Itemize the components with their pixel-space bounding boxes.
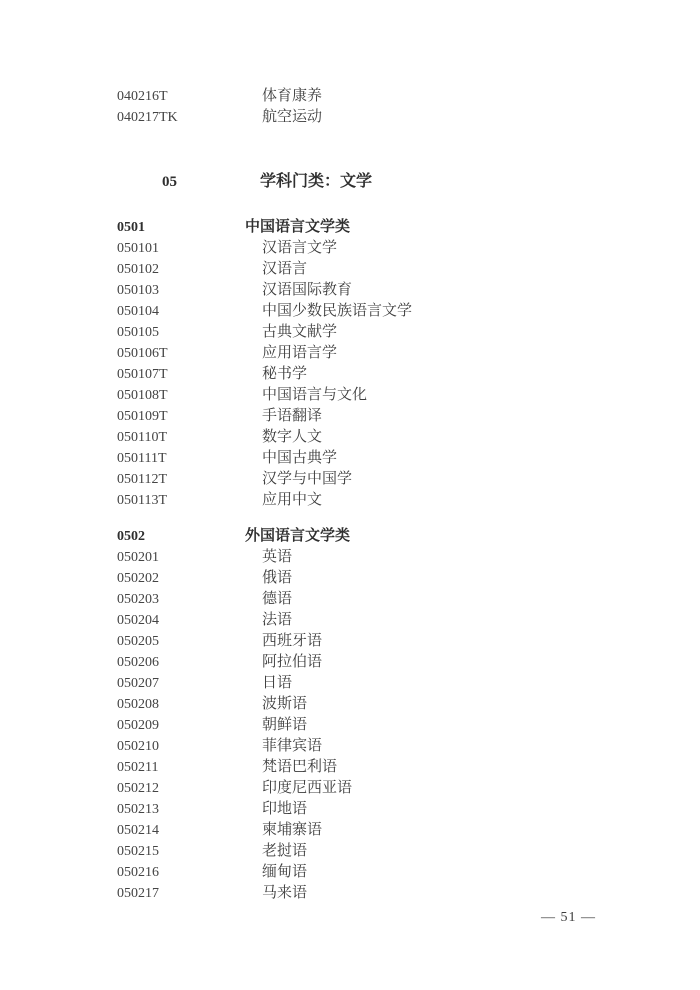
major-name: 马来语 xyxy=(262,885,308,901)
major-code: 050108T xyxy=(117,388,168,403)
category-row xyxy=(117,526,660,547)
table-row xyxy=(117,385,660,406)
table-row xyxy=(117,322,660,343)
table-row xyxy=(117,589,660,610)
major-name: 汉学与中国学 xyxy=(262,471,353,487)
table-row xyxy=(117,862,660,883)
major-code-table xyxy=(117,86,660,919)
category-name: 外国语言文学类 xyxy=(245,528,351,544)
major-name: 航空运动 xyxy=(262,109,323,125)
major-name: 菲律宾语 xyxy=(262,738,323,754)
major-name: 日语 xyxy=(262,675,293,691)
major-name: 柬埔寨语 xyxy=(262,822,323,838)
major-name: 梵语巴利语 xyxy=(262,759,338,775)
table-row xyxy=(117,883,660,904)
table-row xyxy=(117,280,660,301)
category-name: 中国语言文学类 xyxy=(245,219,351,235)
table-row xyxy=(117,694,660,715)
table-row xyxy=(117,778,660,799)
table-row xyxy=(117,652,660,673)
categories xyxy=(117,217,660,904)
table-row xyxy=(117,107,660,128)
major-code: 050109T xyxy=(117,409,168,424)
table-row xyxy=(117,448,660,469)
table-row xyxy=(117,715,660,736)
table-row xyxy=(117,490,660,511)
table-row xyxy=(117,238,660,259)
discipline-title: 学科门类：文学 xyxy=(260,173,373,190)
major-code: 050203 xyxy=(117,592,159,607)
leading-majors xyxy=(117,86,660,128)
table-row xyxy=(117,547,660,568)
major-name: 中国少数民族语言文学 xyxy=(262,303,413,319)
major-code: 050204 xyxy=(117,613,159,628)
major-code: 040216T xyxy=(117,89,168,104)
major-name: 中国古典学 xyxy=(262,450,338,466)
table-row xyxy=(117,568,660,589)
major-name: 印度尼西亚语 xyxy=(262,780,353,796)
major-code: 050110T xyxy=(117,430,168,445)
major-code: 050209 xyxy=(117,718,159,733)
major-code: 050212 xyxy=(117,781,159,796)
major-name: 汉语国际教育 xyxy=(262,282,353,298)
table-row xyxy=(117,673,660,694)
major-name: 应用中文 xyxy=(262,492,323,508)
major-code: 050107T xyxy=(117,367,168,382)
major-code: 050103 xyxy=(117,283,159,298)
category-row xyxy=(117,217,660,238)
table-row xyxy=(117,343,660,364)
table-row xyxy=(117,631,660,652)
major-name: 秘书学 xyxy=(262,366,308,382)
major-code: 050104 xyxy=(117,304,159,319)
major-code: 040217TK xyxy=(117,110,178,125)
major-code: 050213 xyxy=(117,802,159,817)
major-name: 汉语言文学 xyxy=(262,240,338,256)
major-code: 050207 xyxy=(117,676,159,691)
page-number: — 51 — xyxy=(541,910,596,925)
major-name: 应用语言学 xyxy=(262,345,338,361)
major-code: 050112T xyxy=(117,472,168,487)
major-code: 050217 xyxy=(117,886,159,901)
major-name: 手语翻译 xyxy=(262,408,323,424)
major-code: 050211 xyxy=(117,760,159,775)
major-code: 050206 xyxy=(117,655,159,670)
category-block xyxy=(117,217,660,511)
table-row xyxy=(117,86,660,107)
major-name: 老挝语 xyxy=(262,843,308,859)
table-row xyxy=(117,736,660,757)
table-row xyxy=(117,799,660,820)
major-code: 050202 xyxy=(117,571,159,586)
header-spacer xyxy=(117,194,660,217)
major-code: 050215 xyxy=(117,844,159,859)
major-name: 德语 xyxy=(262,591,293,607)
major-name: 西班牙语 xyxy=(262,633,323,649)
major-name: 法语 xyxy=(262,612,293,628)
major-name: 波斯语 xyxy=(262,696,308,712)
major-code: 050210 xyxy=(117,739,159,754)
major-name: 缅甸语 xyxy=(262,864,308,880)
discipline-header xyxy=(117,170,660,194)
major-code: 050208 xyxy=(117,697,159,712)
section-spacer xyxy=(117,128,660,170)
category-code: 0502 xyxy=(117,529,145,544)
major-code: 050105 xyxy=(117,325,159,340)
major-name: 印地语 xyxy=(262,801,308,817)
table-row xyxy=(117,841,660,862)
table-row xyxy=(117,469,660,490)
major-code: 050101 xyxy=(117,241,159,256)
category-block xyxy=(117,526,660,904)
major-code: 050216 xyxy=(117,865,159,880)
major-name: 英语 xyxy=(262,549,293,565)
major-name: 俄语 xyxy=(262,570,293,586)
table-row xyxy=(117,364,660,385)
major-code: 050205 xyxy=(117,634,159,649)
table-row xyxy=(117,259,660,280)
table-row xyxy=(117,427,660,448)
major-code: 050106T xyxy=(117,346,168,361)
table-row xyxy=(117,406,660,427)
major-name: 阿拉伯语 xyxy=(262,654,323,670)
table-row xyxy=(117,820,660,841)
table-row xyxy=(117,610,660,631)
major-code: 050214 xyxy=(117,823,159,838)
major-name: 朝鲜语 xyxy=(262,717,308,733)
major-name: 汉语言 xyxy=(262,261,308,277)
major-name: 古典文献学 xyxy=(262,324,338,340)
category-code: 0501 xyxy=(117,220,145,235)
discipline-code: 05 xyxy=(162,174,177,190)
major-code: 050102 xyxy=(117,262,159,277)
major-name: 体育康养 xyxy=(262,88,323,104)
major-code: 050201 xyxy=(117,550,159,565)
major-code: 050111T xyxy=(117,451,167,466)
major-name: 中国语言与文化 xyxy=(262,387,368,403)
table-row xyxy=(117,301,660,322)
major-code: 050113T xyxy=(117,493,168,508)
major-name: 数字人文 xyxy=(262,429,323,445)
table-row xyxy=(117,757,660,778)
